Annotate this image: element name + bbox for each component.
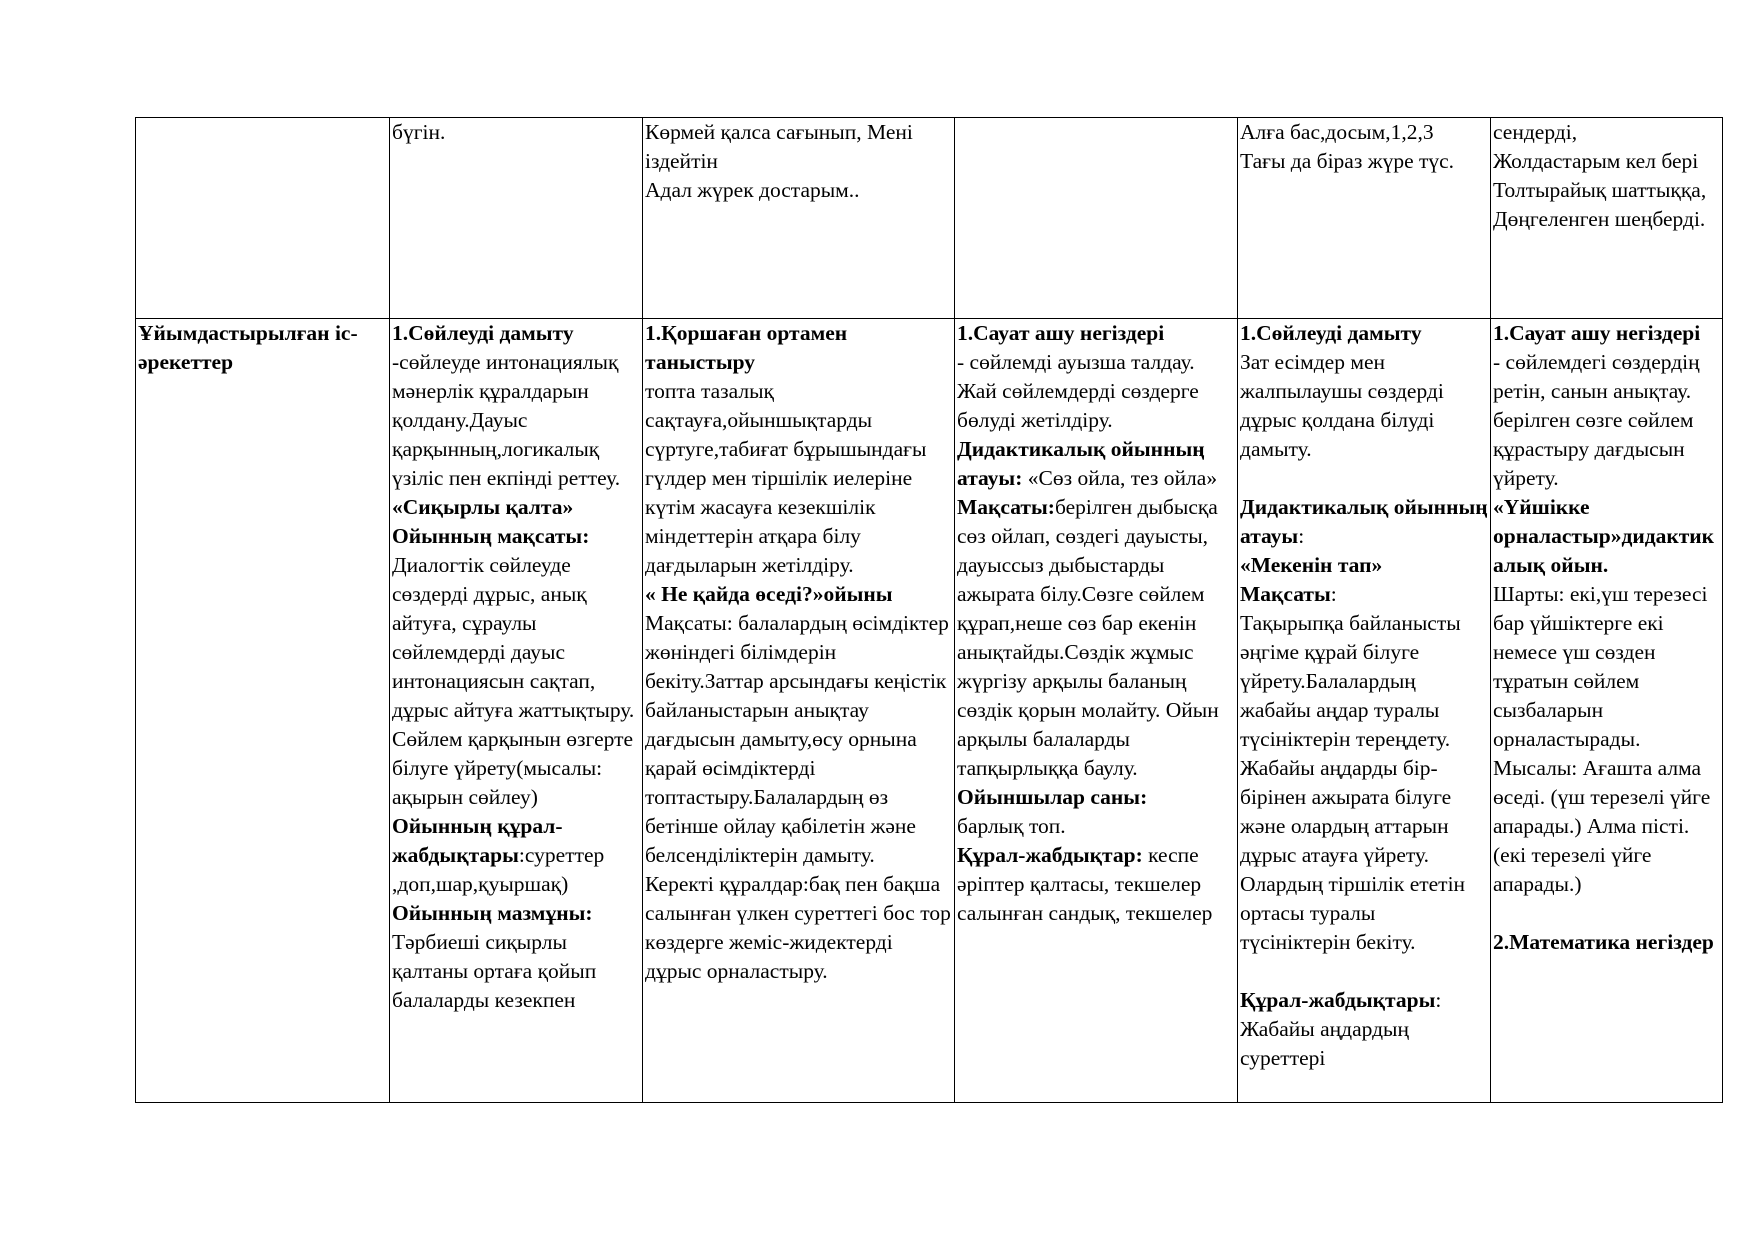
cell-text: 1.Сөйлеуді дамыту: [1240, 321, 1422, 345]
cell-text: [1240, 493, 1489, 551]
bold-text: Құрал-жабдықтары: [1240, 988, 1436, 1012]
bold-text: Құрал-жабдықтар:: [957, 843, 1143, 867]
table-cell: [1491, 118, 1723, 319]
blank-line: [1493, 899, 1721, 928]
table-cell: [1238, 118, 1491, 319]
cell-text: Тәрбиеші сиқырлы қалтаны ортаға қойып балаларды кезекпен: [392, 930, 597, 1012]
table-cell: [955, 319, 1238, 1103]
text: :: [1298, 524, 1305, 548]
bold-text: Мақсаты:: [957, 495, 1055, 519]
cell-text: Толтырайық шаттыққа,: [1493, 178, 1707, 202]
text: :: [1435, 988, 1442, 1012]
text: берілген дыбысқа сөз ойлап, сөздегі дауысты, дауыссыз дыбыстарды ажырата білу.Сөзге сөйлем құрап,неше сөз бар екенін анықтайды.Сөздік жұмыс жүргізу арқылы баланың сөздік қорын молайту. Ойын арқылы балаларды тапқырлыққа баулу.: [957, 495, 1219, 780]
table-cell: [136, 118, 390, 319]
text: :: [1330, 582, 1337, 606]
cell-text: «Мекенін тап»: [1240, 553, 1383, 577]
cell-text: Диалогтік сөйлеуде сөздерді дұрыс, анық айтуға, сұраулы сөйлемдерді дауыс интонациясын сақтап, дұрыс айтуға жаттықтыру. Сөйлем қарқынын өзгерте білуге үйрету(мысалы: ақырын сөйлеу): [392, 553, 635, 809]
cell-text: [957, 841, 1236, 928]
cell-text: [1240, 580, 1489, 609]
blank-line: [1240, 464, 1489, 493]
lesson-plan-table: [135, 117, 1723, 1103]
cell-text: Жабайы аңдардың суреттері: [1240, 1017, 1409, 1070]
table-row: [136, 319, 1723, 1103]
cell-text: Керекті құралдар:бақ пен бақша салынған үлкен суреттегі бос тор көздерге жеміс-жидектерді дұрыс орналастыру.: [645, 872, 951, 983]
text: кеспе әріптер қалтасы, текшелер салынған сандық, текшелер: [957, 843, 1213, 925]
table-row: [136, 118, 1723, 319]
cell-text: Мақсаты: балалардың өсімдіктер жөніндегі білімдерін бекіту.Заттар арсындағы кеңістік байланыстарын анықтау дағдысын дамыту,өсу орнына қарай өсімдіктерді топтастыру.Балалардың өз бетінше ойлау қабілетін және белсенділіктерін дамыту.: [645, 611, 949, 867]
bold-text: Дидактикалық ойынның атауы:: [957, 437, 1205, 490]
table-cell: [955, 118, 1238, 319]
cell-text: Ойыншылар саны:: [957, 785, 1148, 809]
cell-text: 1.Сауат ашу негіздері: [1493, 321, 1701, 345]
cell-text: Тақырыпқа байланысты әңгіме құрай білуге үйрету.Балалардың жабайы аңдар туралы түсініктерін тереңдету. Жабайы аңдарды бір-бірінен ажырата білуге және олардың аттарын дұрыс атауға үйрету. Олардың тіршілік ететін ортасы туралы түсініктерін бекіту.: [1240, 611, 1466, 954]
cell-text: Шарты: екі,үш терезесі бар үйшіктерге екі немесе үш сөзден тұратын сөйлем сызбаларын орналастырады. Мысалы: Ағашта алма өседі. (үш терезелі үйге апарады.) Алма пісті. (екі терезелі үйге апарады.): [1493, 582, 1711, 896]
cell-text: - сөйлемдегі сөздердің ретін, санын анықтау. берілген сөзге сөйлем құрастыру дағдысын үйрету.: [1493, 350, 1700, 490]
cell-text: -сөйлеуде интонациялық мәнерлік құралдарын қолдану.Дауыс қарқынның,логикалық үзіліс пен екпінді реттеу.: [392, 350, 621, 490]
table-cell: [1238, 319, 1491, 1103]
cell-text: 1.Қоршаған ортамен таныстыру: [645, 321, 848, 374]
blank-line: [1240, 957, 1489, 986]
table-cell: [1491, 319, 1723, 1103]
cell-text: - сөйлемді ауызша талдау. Жай сөйлемдерді сөздерге бөлуді жетілдіру.: [957, 350, 1199, 432]
bold-text: Дидактикалық ойынның атауы: [1240, 495, 1488, 548]
text: :суреттер ,доп,шар,қуыршақ): [392, 843, 605, 896]
cell-text: топта тазалық сақтауға,ойыншықтарды сүртуге,табиғат бұрышындағы гүлдер мен тіршілік иелеріне күтім жасауға кезекшілік міндеттерін атқара білу дағдыларын жетілдіру.: [645, 379, 927, 577]
cell-text: [1240, 986, 1489, 1015]
cell-text: Көрмей қалса сағынып, Мені іздейтін: [645, 120, 913, 173]
cell-text: [957, 493, 1236, 783]
cell-text: «Үйшікке орналастыр»дидактикалық ойын.: [1493, 495, 1715, 577]
cell-text: сендерді,: [1493, 120, 1578, 144]
cell-text: бүгін.: [392, 120, 446, 144]
cell-text: Ұйымдастырылған іс-әрекеттер: [138, 321, 358, 374]
cell-text: Тағы да біраз жүре түс.: [1240, 149, 1455, 173]
bold-text: Мақсаты: [1240, 582, 1331, 606]
cell-text: 1.Сауат ашу негіздері: [957, 321, 1165, 345]
cell-text: барлық топ.: [957, 814, 1066, 838]
table-cell: [136, 319, 390, 1103]
table-cell: [643, 118, 955, 319]
cell-text: Ойынның мақсаты:: [392, 524, 590, 548]
cell-text: «Сиқырлы қалта»: [392, 495, 574, 519]
bold-text: Ойынның құрал-жабдықтары: [392, 814, 563, 867]
cell-text: Адал жүрек достарым..: [645, 178, 860, 202]
cell-text: 1.Сөйлеуді дамыту: [392, 321, 574, 345]
cell-text: Зат есімдер мен жалпылаушы сөздерді дұрыс қолдана білуді дамыту.: [1240, 350, 1444, 461]
cell-text: 2.Математика негіздер: [1493, 930, 1714, 954]
cell-text: Жолдастарым кел бері: [1493, 149, 1699, 173]
cell-text: [392, 812, 641, 899]
table-cell: [390, 319, 643, 1103]
cell-text: Ойынның мазмұны:: [392, 901, 593, 925]
cell-text: Алға бас,досым,1,2,3: [1240, 120, 1434, 144]
table-cell: [643, 319, 955, 1103]
cell-text: [957, 435, 1236, 493]
cell-text: Дөңгеленген шеңберді.: [1493, 207, 1706, 231]
text: «Сөз ойла, тез ойла»: [1022, 466, 1218, 490]
table-cell: [390, 118, 643, 319]
cell-text: « Не қайда өседі?»ойыны: [645, 582, 893, 606]
